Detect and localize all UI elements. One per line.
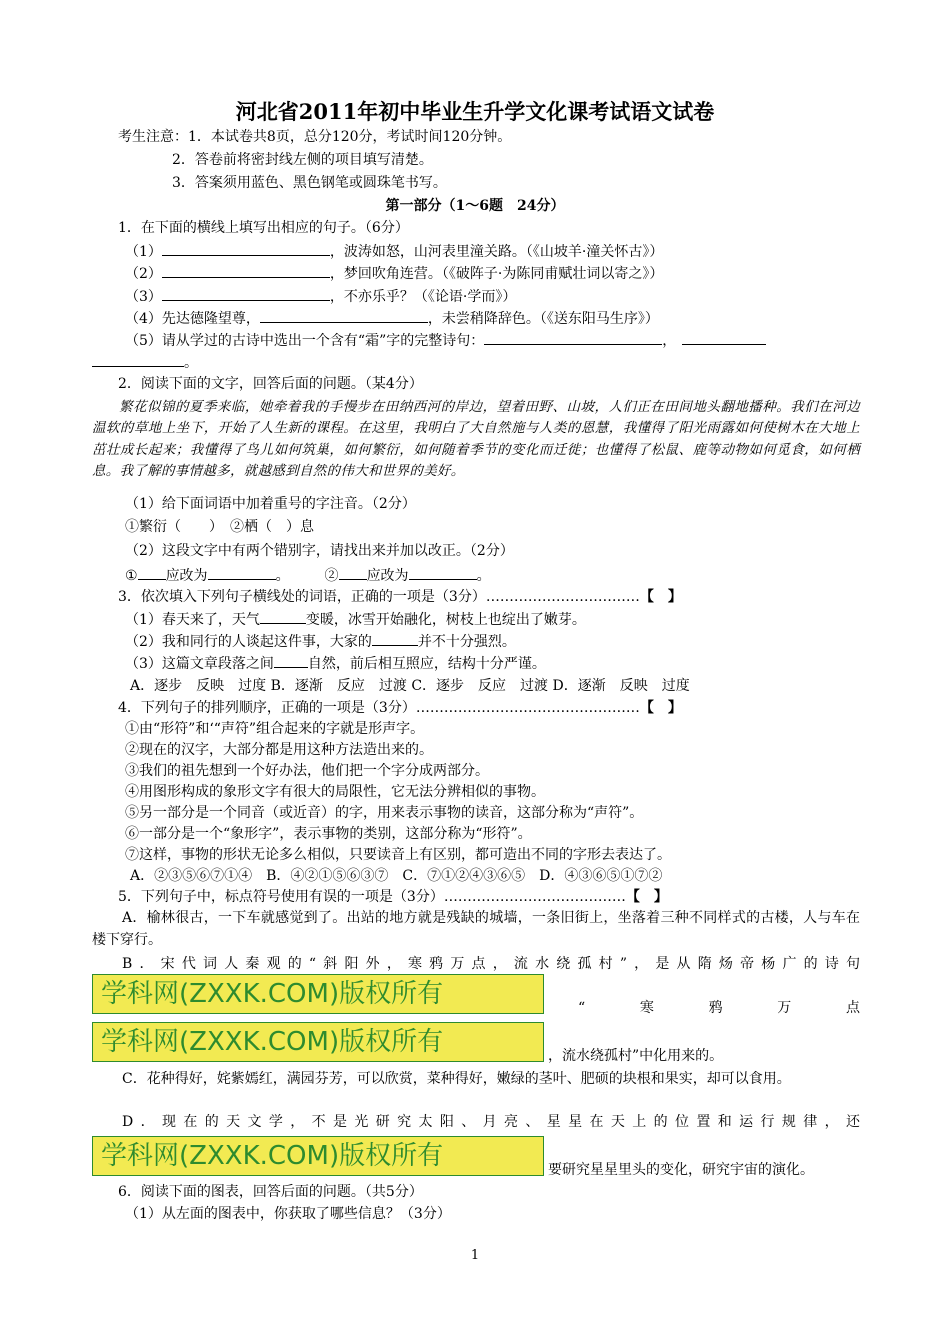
q4-option-c[interactable]: C．⑦①②④③⑥⑤	[402, 868, 526, 884]
q5-dots: …………………………………	[443, 889, 626, 905]
q3-blank-1[interactable]	[260, 609, 306, 624]
q2-blank-4[interactable]	[409, 565, 477, 580]
q1-blank-5[interactable]	[484, 330, 662, 345]
q5-b-char: 寒	[639, 1000, 654, 1016]
q3-blank-3[interactable]	[274, 653, 308, 668]
q5-answer-bracket[interactable]: 【 】	[625, 889, 668, 905]
q3-option-d[interactable]: D．逐渐 反映 过度	[552, 678, 690, 694]
q1-item-1	[125, 241, 663, 262]
q5-stem	[118, 887, 668, 907]
q1-item-4	[125, 308, 659, 329]
q1-item-2-text: ，梦回吹角连营。（《破阵子·为陈同甫赋壮词以寄之》）	[329, 266, 664, 282]
q4-option-a[interactable]: A．②③⑤⑥⑦①④	[130, 868, 253, 884]
q3-stem	[118, 587, 682, 607]
q1-item-4-text: ，未尝稍降辞色。（《送东阳马生序》）	[427, 311, 659, 327]
q4-option-b[interactable]: B．④②①⑤⑥③⑦	[266, 868, 389, 884]
q3-line-3	[125, 653, 546, 674]
q4-item: ④用图形构成的象形文字有很大的局限性，它无法分辨相似的事物。	[125, 784, 545, 800]
q1-blank-4[interactable]	[260, 308, 428, 323]
q5-option-b-line1: B．宋代词人秦观的“斜阳外，寒鸦万点，流水绕孤村”，是从隋炀帝杨广的诗句	[122, 956, 860, 972]
q3-dots: ……………………………	[485, 589, 640, 605]
q3-line-2	[125, 631, 516, 652]
q2-blank-2[interactable]	[208, 565, 276, 580]
q1-item-4-label: （4）先达德隆望尊，	[125, 311, 260, 327]
notice-3: 3．答案须用蓝色、黑色钢笔或圆珠笔书写。	[172, 175, 447, 191]
q5-b-char: 鸦	[708, 1000, 723, 1016]
q2-ans-2-num: 。 ②	[275, 568, 339, 584]
q1-blank-6[interactable]	[682, 330, 766, 345]
q5-option-c: C．花种得好，姹紫嫣红，满园芬芳，可以欣赏，菜种得好，嫩绿的茎叶、肥硕的块根和果实，却可以食用。	[122, 1071, 791, 1087]
q1-item-1-text: ，波涛如怒，山河表里潼关路。（《山坡羊·潼关怀古》）	[329, 244, 664, 260]
watermark-banner: 学科网(ZXXK.COM)版权所有	[92, 974, 544, 1014]
q5-option-a: A．榆林很古，一下车就感觉到了。出站的地方就是残缺的城墙，一条旧街上，坐落着三种不同样式的古楼，人与车在楼下穿行。	[92, 910, 860, 948]
q3-line-2-b: 并不十分强烈。	[417, 634, 516, 650]
q5-b-char: “	[578, 1000, 586, 1016]
q1-item-3-label: （3）	[125, 289, 162, 305]
q4-item: ⑥一部分是一个“象形字”，表示事物的类别，这部分称为“形符”。	[125, 826, 532, 842]
q4-option-d[interactable]: D．④③⑥⑤①⑦②	[539, 868, 663, 884]
watermark-banner: 学科网(ZXXK.COM)版权所有	[92, 1136, 544, 1176]
q1-item-1-label: （1）	[125, 244, 162, 260]
page-number: 1	[470, 1248, 480, 1263]
q1-item-2	[125, 263, 663, 284]
q5-b-char: 万	[777, 1000, 792, 1016]
q2-ans-2-end: 。	[476, 568, 491, 584]
q5-stem-text: 5．下列句子中，标点符号使用有误的一项是（3分）	[118, 889, 444, 905]
q3-answer-bracket[interactable]: 【 】	[639, 589, 682, 605]
q1-blank-1[interactable]	[162, 241, 330, 256]
q2-passage: 繁花似锦的夏季来临，她牵着我的手慢步在田纳西河的岸边，望着田野、山坡，人们正在田间地头翻地播种。我们在河边温软的草地上坐下，开始了人生新的课程。在这里，我明白了大自然施与人类的恩慧，我懂得了阳光雨露如何使树木在大地上茁壮成长起来；我懂得了鸟儿如何筑巢，如何繁衍，如何随着季节的变化而迁徙；也懂得了松鼠、鹿等动物如何觅食，如何栖息。我了解的事情越多，就越感到自然的伟大和世界的美好。	[92, 399, 860, 480]
q2-sub-1: （1）给下面词语中加着重号的字注音。（2分）	[125, 496, 416, 512]
q3-stem-text: 3．依次填入下列句子横线处的词语，正确的一项是（3分）	[118, 589, 486, 605]
q4-options	[130, 866, 662, 886]
notice-1: 考生注意：1．本试卷共8页，总分120分，考试时间120分钟。	[118, 129, 512, 145]
q3-line-2-a: （2）我和同行的人谈起这件事，大家的	[125, 634, 372, 650]
q1-blank-3[interactable]	[162, 286, 330, 301]
q1-item-3-text: ，不亦乐乎？（《论语·学而》）	[329, 289, 517, 305]
q1-item-5-end: 。	[184, 355, 198, 371]
q4-answer-bracket[interactable]: 【 】	[639, 700, 682, 716]
q4-item: ⑤另一部分是一个同音（或近音）的字，用来表示事物的读音，这部分称为“声符”。	[125, 805, 644, 821]
notice-2: 2．答卷前将密封线左侧的项目填写清楚。	[172, 152, 433, 168]
q5-option-d-line1: D．现在的天文学，不是光研究太阳、月亮、星星在天上的位置和运行规律，还	[122, 1114, 860, 1130]
q2-sub-2: （2）这段文字中有两个错别字，请找出来并加以改正。（2分）	[125, 543, 514, 559]
q1-item-5-label: （5）请从学过的古诗中选出一个含有“霜”字的完整诗句：	[125, 333, 485, 349]
q3-line-1-b: 变暖，冰雪开始融化，树枝上也绽出了嫩芽。	[305, 612, 586, 628]
q3-line-3-a: （3）这篇文章段落之间	[125, 656, 274, 672]
q1-item-3	[125, 286, 516, 307]
q1-item-5-comma: ，	[662, 333, 677, 349]
q5-b-char: 点	[845, 1000, 860, 1016]
q3-blank-2[interactable]	[372, 631, 418, 646]
q2-ans-2-mid: 应改为	[366, 568, 409, 584]
q1-stem: 1．在下面的横线上填写出相应的句子。（6分）	[118, 220, 409, 236]
q4-stem-text: 4．下列句子的排列顺序，正确的一项是（3分）	[118, 700, 416, 716]
q4-item: ①由“形符”和‘“声符”组合起来的字就是形声字。	[125, 721, 425, 737]
q3-option-a[interactable]: A．逐步 反映 过度	[130, 678, 267, 694]
q5-option-b-quote	[578, 998, 860, 1018]
q4-stem	[118, 698, 682, 718]
page-title: 河北省2011年初中毕业生升学文化课考试语文试卷	[235, 99, 715, 124]
watermark-banner: 学科网(ZXXK.COM)版权所有	[92, 1022, 544, 1062]
q2-sub-2-answer	[125, 565, 491, 586]
q5-option-b-line3: ，流水绕孤村”中化用来的。	[548, 1048, 724, 1064]
q4-item: ③我们的祖先想到一个好办法，他们把一个字分成两部分。	[125, 763, 489, 779]
q3-options	[130, 676, 690, 696]
q2-blank-1[interactable]	[138, 565, 166, 580]
q2-ans-1-num: ①	[125, 568, 138, 584]
q2-sub-1-answer: ①繁衍（ ） ②栖（ ）息	[125, 519, 314, 535]
q2-stem: 2．阅读下面的文字，回答后面的问题。（某4分）	[118, 376, 423, 392]
part-heading: 第一部分（1～6题 24分）	[385, 198, 565, 214]
q3-line-3-b: 自然，前后相互照应，结构十分严谨。	[307, 656, 546, 672]
q6-sub-1: （1）从左面的图表中，你获取了哪些信息？（3分）	[125, 1206, 451, 1222]
q3-line-1	[125, 609, 586, 630]
q3-option-b[interactable]: B．逐渐 反应 过渡	[270, 678, 407, 694]
q1-item-2-label: （2）	[125, 266, 162, 282]
q6-stem: 6．阅读下面的图表，回答后面的问题。（共5分）	[118, 1184, 423, 1200]
q3-line-1-a: （1）春天来了，天气	[125, 612, 260, 628]
q4-item: ②现在的汉字，大部分都是用这种方法造出来的。	[125, 742, 433, 758]
q4-dots: …………………………………………	[415, 700, 640, 716]
q1-blank-2[interactable]	[162, 263, 330, 278]
q5-option-d-line2: 要研究星星里头的变化，研究宇宙的演化。	[548, 1162, 814, 1178]
q2-blank-3[interactable]	[339, 565, 367, 580]
q2-ans-1-mid: 应改为	[165, 568, 208, 584]
q1-item-5	[125, 330, 766, 351]
q4-item: ⑦这样，事物的形状无论多么相似，只要读音上有区别，都可造出不同的字形去表达了。	[125, 847, 671, 863]
q1-item-5-continued	[92, 352, 198, 373]
q3-option-c[interactable]: C．逐步 反应 过渡	[411, 678, 549, 694]
q1-blank-6-cont[interactable]	[92, 352, 184, 367]
